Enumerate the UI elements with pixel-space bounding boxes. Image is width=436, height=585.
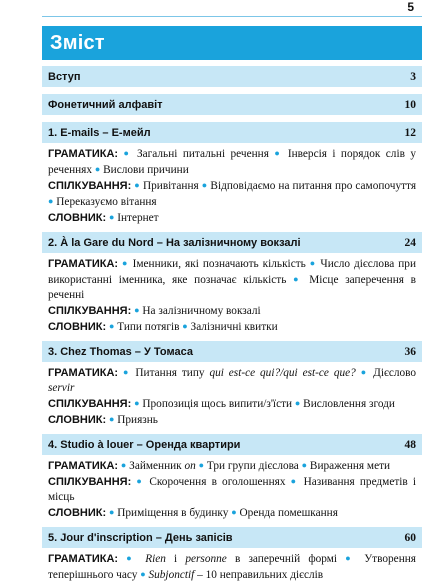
unit-2-speaking: СПІЛКУВАННЯ: ● На залізничному вокзалі <box>48 305 261 317</box>
toc-entry-unit-5[interactable] <box>42 527 422 548</box>
unit-1-vocab: СЛОВНИК: ● Інтернет <box>48 212 159 224</box>
contents-title: Зміст <box>50 31 105 54</box>
toc-entry-title: 5. Jour d'inscription – День запісів <box>48 531 233 544</box>
unit-3-speaking: СПІЛКУВАННЯ: ● Пропозиція щось випити/з'їсти ● Висловлення згоди <box>48 398 395 410</box>
toc-entry-page: 48 <box>404 438 416 451</box>
toc-entry-unit-2[interactable] <box>42 232 422 253</box>
toc-entry-page: 60 <box>404 531 416 544</box>
toc-entry-title: Фонетичний алфавіт <box>48 98 163 111</box>
unit-2-vocab: СЛОВНИК: ● Типи потягів ● Залізничні квитки <box>48 321 278 333</box>
toc-entry-title: Вступ <box>48 70 81 83</box>
toc-entry-page: 10 <box>404 98 416 111</box>
contents-header-bar <box>42 26 422 60</box>
unit-4-speaking: СПІЛКУВАННЯ: ● Скорочення в оголошеннях ● Називання предметів і місць <box>48 476 417 503</box>
toc-entry-unit-1[interactable] <box>42 122 422 143</box>
unit-3-grammar: ГРАМАТИКА: ● Питання типу qui est-ce qui?/qui est-ce que? ● Дієслово servir <box>48 367 417 394</box>
vocab-label: СЛОВНИК: <box>48 212 107 224</box>
toc-entry-page: 12 <box>404 126 416 139</box>
top-rule <box>42 16 422 17</box>
toc-entry-title: 4. Studio à louer – Оренда квартири <box>48 438 241 451</box>
toc-entry-title: 1. E-mails – Е-мейл <box>48 126 151 139</box>
table-of-contents <box>42 62 422 583</box>
unit-1-speaking: СПІЛКУВАННЯ: ● Привітання ● Відповідаємо на питання про самопочуття ● Переказуємо вітання <box>48 180 417 208</box>
toc-entry-unit-3[interactable] <box>42 341 422 362</box>
unit-2-grammar: ГРАМАТИКА: ● Іменники, які позначають кількість ● Число дієслова при використанні іменника, яке позначає кількість ● Місце заперечення в реченні <box>48 258 417 301</box>
toc-entry-title: 3. Chez Thomas – У Томаса <box>48 345 193 358</box>
grammar-label: ГРАМАТИКА: <box>48 148 119 160</box>
speaking-label: СПІЛКУВАННЯ: <box>48 180 132 192</box>
toc-entry-intro[interactable] <box>42 66 422 87</box>
page-number: 5 <box>407 0 414 14</box>
toc-entry-page: 36 <box>404 345 416 358</box>
toc-entry-title: 2. À la Gare du Nord – На залізничному вокзалі <box>48 236 301 249</box>
toc-entry-phonetic-alphabet[interactable] <box>42 94 422 115</box>
toc-entry-page: 24 <box>404 236 416 249</box>
toc-entry-page: 3 <box>410 70 416 83</box>
unit-4-vocab: СЛОВНИК: ● Приміщення в будинку ● Оренда помешкання <box>48 507 338 519</box>
unit-3-vocab: СЛОВНИК: ● Приязнь <box>48 414 158 426</box>
toc-entry-unit-4[interactable] <box>42 434 422 455</box>
unit-5-grammar: ГРАМАТИКА: ● Rien і personne в заперечній формі ● Утворення теперішнього часу ● Subjonctif – 10 неправильних дієслів <box>48 553 416 581</box>
unit-4-grammar: ГРАМАТИКА: ● Займенник on ● Три групи дієслова ● Вираження мети <box>48 460 391 472</box>
unit-1-grammar: ГРАМАТИКА: ● Загальні питальні речення ● Інверсія і порядок слів у реченнях ● Вислови причини <box>48 148 416 176</box>
